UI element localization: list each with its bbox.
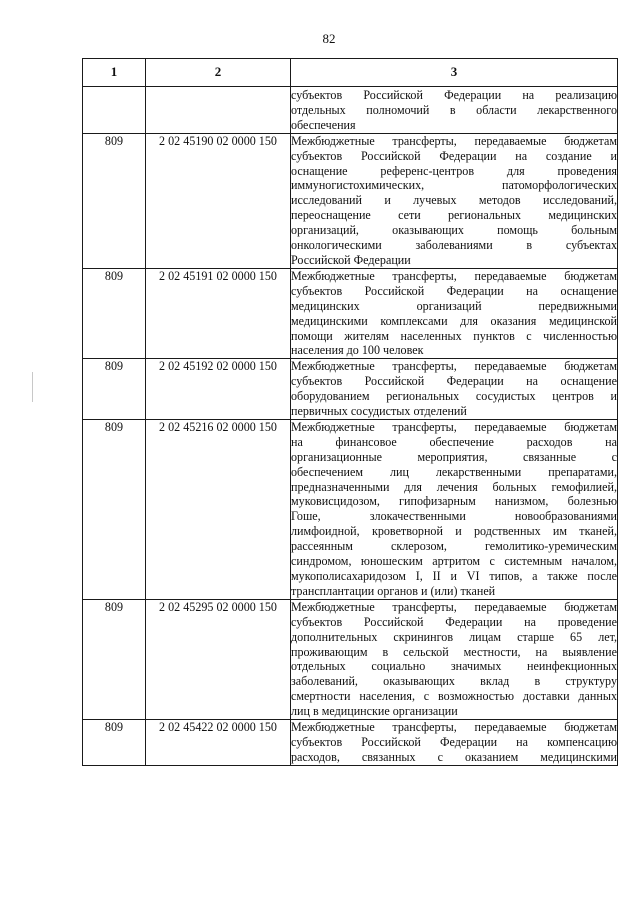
description-line: лимфоидной, кроветворной и родственных им тканей, <box>291 524 617 539</box>
description-line: оснащение референс-центров для проведения <box>291 163 617 178</box>
description-line: синдромом, юношеским артритом с системным началом, <box>291 554 617 569</box>
description-line: организационные мероприятия, связанные с <box>291 449 617 464</box>
description-line: первичных сосудистых отделений <box>291 404 467 419</box>
description-cell <box>291 720 618 766</box>
table-row <box>83 359 618 420</box>
admin-code-cell: 809 <box>83 419 146 599</box>
description-line: онкологическими заболеваниями в субъектах <box>291 238 617 253</box>
description-line: исследований и лучевых методов исследований, <box>291 193 617 208</box>
admin-code-cell: 809 <box>83 359 146 420</box>
description-cell <box>291 87 618 134</box>
description-line: Межбюджетные трансферты, передаваемые бюджетам <box>291 720 617 735</box>
description-line: расходов, связанных с оказанием медицинскими <box>291 749 617 764</box>
scan-mark <box>32 372 33 402</box>
description-line: оборудованием региональных сосудистых центров и <box>291 389 617 404</box>
admin-code-cell: 809 <box>83 268 146 358</box>
table-row <box>83 419 618 599</box>
description-line: заболеваний, оказывающих вклад в структуру <box>291 674 617 689</box>
column-header-2: 2 <box>146 59 291 87</box>
budget-code-cell: 2 02 45216 02 0000 150 <box>146 419 291 599</box>
description-cell <box>291 133 618 268</box>
description-line: субъектов Российской Федерации на оснащение <box>291 374 617 389</box>
description-line: Межбюджетные трансферты, передаваемые бюджетам <box>291 359 617 374</box>
description-line: населения до 100 человек <box>291 343 424 358</box>
description-line: субъектов Российской Федерации на оснащение <box>291 283 617 298</box>
description-line: переоснащение сети региональных медицинских <box>291 208 617 223</box>
table-body <box>83 87 618 766</box>
admin-code-cell <box>83 87 146 134</box>
admin-code-cell: 809 <box>83 599 146 719</box>
budget-code-cell <box>146 87 291 134</box>
description-line: на финансовое обеспечение расходов на <box>291 434 617 449</box>
table-row <box>83 268 618 358</box>
description-line: отдельных полномочий в области лекарственного <box>291 102 617 117</box>
description-line: субъектов Российской Федерации на компенсацию <box>291 734 617 749</box>
description-line: обеспечением лиц лекарственными препаратами, <box>291 464 617 479</box>
description-line: смертности населения, с возможностью доставки данных <box>291 689 617 704</box>
description-line: Межбюджетные трансферты, передаваемые бюджетам <box>291 133 617 148</box>
budget-code-cell: 2 02 45295 02 0000 150 <box>146 599 291 719</box>
header-row <box>83 59 618 87</box>
budget-code-cell: 2 02 45191 02 0000 150 <box>146 268 291 358</box>
description-cell <box>291 419 618 599</box>
column-header-3: 3 <box>291 59 618 87</box>
budget-code-table <box>82 58 618 766</box>
table-row <box>83 599 618 719</box>
page-number: 82 <box>322 31 336 46</box>
description-line: помощи жителям населенных пунктов с численностью <box>291 328 617 343</box>
description-line: лиц в медицинские организации <box>291 704 458 719</box>
description-line: предназначенными для лечения больных гемофилией, <box>291 479 617 494</box>
description-cell <box>291 268 618 358</box>
description-line: отдельных социально значимых неинфекционных <box>291 659 617 674</box>
description-line: муковисцидозом, гипофизарным нанизмом, болезнью <box>291 494 617 509</box>
budget-code-cell: 2 02 45190 02 0000 150 <box>146 133 291 268</box>
description-line: проживающим в сельской местности, на выявление <box>291 644 617 659</box>
description-line: рассеянным склерозом, гемолитико-уремическим <box>291 539 617 554</box>
description-line: иммуногистохимических, патоморфологических <box>291 178 617 193</box>
budget-code-cell: 2 02 45192 02 0000 150 <box>146 359 291 420</box>
table-row <box>83 720 618 766</box>
description-line: субъектов Российской Федерации на проведение <box>291 614 617 629</box>
description-line: обеспечения <box>291 117 356 132</box>
description-line: трансплантации органов и (или) тканей <box>291 583 496 598</box>
description-line: Российской Федерации <box>291 252 411 267</box>
table-header <box>83 59 618 87</box>
description-line: медицинских организаций передвижными <box>291 298 617 313</box>
description-line: субъектов Российской Федерации на создание и <box>291 148 617 163</box>
column-header-1: 1 <box>83 59 146 87</box>
description-line: мукополисахаридозом I, II и VI типов, а также после <box>291 569 617 583</box>
budget-code-cell: 2 02 45422 02 0000 150 <box>146 720 291 766</box>
description-line: субъектов Российской Федерации на реализацию <box>291 88 617 102</box>
description-line: Гоше, злокачественными новообразованиями <box>291 509 617 524</box>
admin-code-cell: 809 <box>83 133 146 268</box>
admin-code-cell: 809 <box>83 720 146 766</box>
description-line: Межбюджетные трансферты, передаваемые бюджетам <box>291 268 617 283</box>
description-line: организаций, оказывающих помощь больным <box>291 223 617 238</box>
description-line: Межбюджетные трансферты, передаваемые бюджетам <box>291 599 617 614</box>
table-row <box>83 87 618 134</box>
description-cell <box>291 599 618 719</box>
description-cell <box>291 359 618 420</box>
description-line: дополнительных скринингов лицам старше 65 лет, <box>291 629 617 644</box>
description-line: медицинскими комплексами для оказания медицинской <box>291 313 617 328</box>
description-line: Межбюджетные трансферты, передаваемые бюджетам <box>291 419 617 434</box>
table-row <box>83 133 618 268</box>
